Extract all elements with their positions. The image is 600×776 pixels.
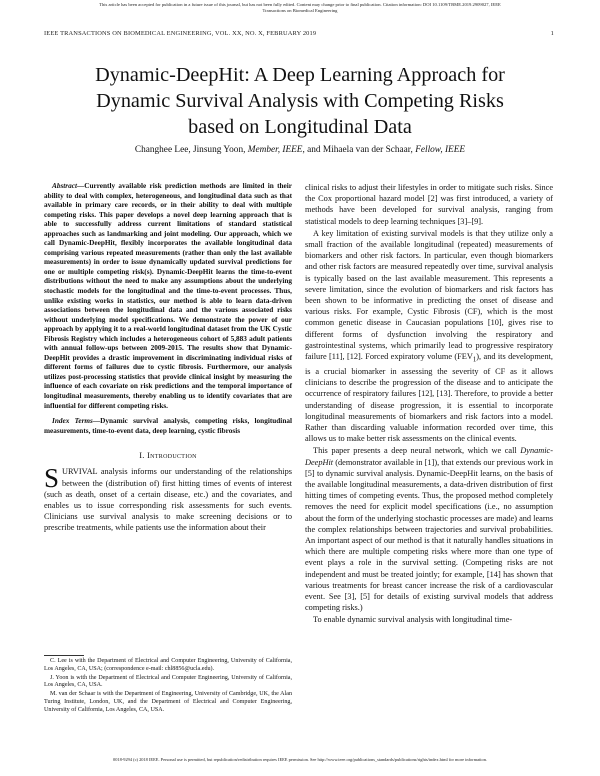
running-header [44,30,554,37]
right-column [305,182,553,626]
introduction-text: URVIVAL analysis informs our understanding of the relationships between the (distribution of) first hitting times of events of interest (such as death, onset of a certain disease, etc.) and the covariates, and enables us to issue corresponding risk assessments for such events. Clinicians use survival analysis to make screening decisions or to prescribe treatments, while patients use the information about their [44,467,292,533]
title-line-1: Dynamic-DeepHit: A Deep Learning Approach for [95,64,505,86]
method-name: Dynamic-DeepHit [305,446,553,467]
limitation-text-b: ), and its development, is a crucial biomarker in assessing the severity of CF as it allows clinicians to describe the progression of the disease and to anticipate the occurrence of respiratory failures [12], [13]. Therefore, to provide a better understanding of disease progression, it is essential to incorporate longitudinal measurements of biomarkers and risk factors into a model. Rather than discarding valuable information recorded over time, this allows us to make better risk assessments on the clinical events. [305,352,553,444]
section-heading-introduction [44,450,292,461]
page-number: 1 [550,30,554,37]
footnote-divider [44,655,84,656]
limitation-text-a: A key limitation of existing survival models is that they utilize only a small fraction of the available longitudinal (repeated) measurements of biomarkers and other risk factors. In particular, even though biomarkers and other risk factors are measured repeatedly over time, survival analysis is typically based on the last available measurement. This represents a severe limitation, since the evolution of biomarkers and risk factors has been shown to be informative in predicting the onset of disease and various risks. For example, Cystic Fibrosis (CF), which is the most common genetic disease in Caucasian populations [10], gives rise to different forms of dysfunction involving the respiratory and gastrointestinal systems, which primarily lead to progressive respiratory failure [11], [12]. Forced expiratory volume (FEV [305,228,553,362]
copyright-notice: 0018-9294 (c) 2018 IEEE. Personal use is permitted, but republication/redistribution requires IEEE permission. See http://www.ieee.org/publications_standards/publications/rights/index.html for more information. [113,757,487,762]
title-line-2: Dynamic Survival Analysis with Competing Risks [96,90,504,112]
paragraph-cox-history: clinical risks to adjust their lifestyles in order to mitigate such risks. Since the Cox proportional hazard model [2] was first introduced, a variety of methods have been developed for survival analysis, ranging from statistical models to deep learning techniques [3]–[9]. [305,183,553,226]
drop-cap: S [44,463,60,494]
footnote-lee: C. Lee is with the Department of Electrical and Computer Engineering, University of California, Los Angeles, CA, USA; (correspondence e-mail: chl8856@ucla.edu). [44,658,292,672]
paragraph-continuation: To enable dynamic survival analysis with longitudinal time- [313,615,513,625]
section-number: I. [139,451,148,461]
index-terms-heading: Index Terms [52,417,93,426]
author-footnotes [44,658,292,716]
notice-line-2: Transactions on Biomedical Engineering [262,8,338,14]
abstract-heading: Abstract [52,182,77,190]
author-role-member: Member, IEEE [247,145,303,155]
author-list [30,145,570,155]
footnote-yoon: J. Yoon is with the Department of Electrical and Computer Engineering, University of California, Los Angeles, CA, USA. [44,674,292,689]
paragraph-limitation [305,228,553,445]
index-terms [44,417,292,436]
contribution-text-b: (demonstrator available in [1]), that extends our previous work in [5] to dynamic survival analysis. Dynamic-DeepHit learns, on the basis of the available longitudinal measurements, a data-driven distribution of first hitting times of competing events. Thus, the proposed method completely removes the need for explicit model specifications (i.e., no assumption about the form of the underlying stochastic processes are made) and learns the complex relationships between trajectories and survival probabilities. An important aspect of our method is that it naturally handles situations in which there are multiple competing risks where more than one type of event plays a role in the survival setting. (Competing risks are not independent and must be treated jointly; for example, [14] has shown that various treatments for breast cancer increase the risk of a cardiovascular event. See [3], [5] for details of existing survival models that address competing risks.) [305,457,553,613]
paper-title [30,62,570,140]
journal-header: IEEE TRANSACTIONS ON BIOMEDICAL ENGINEERING, VOL. XX, NO. X, FEBRUARY 2019 [44,30,317,37]
paragraph-contribution [305,445,553,613]
prepublication-notice [0,2,600,15]
authors-names-1: Changhee Lee, Jinsung Yoon, [134,145,248,155]
authors-names-2: , and Mihaela van der Schaar, [302,145,416,155]
title-line-3: based on Longitudinal Data [188,116,412,138]
introduction-paragraph [44,463,292,533]
contribution-text-a: This paper presents a deep neural network, which we call [313,446,521,456]
section-title: Introduction [147,451,197,461]
fev-subscript: 1 [472,356,477,364]
index-terms-text: —Dynamic survival analysis, competing risks, longitudinal measurements, time-to-event data, deep learning, cystic fibrosis [44,417,292,435]
notice-line-1: This article has been accepted for publication in a future issue of this journal, but has not been fully edited. Content may change prior to final publication. Citation information: DOI 10.1109/TBME.2019.2909027, IEEE [99,2,501,7]
author-role-fellow: Fellow, IEEE [415,145,466,155]
left-column [44,182,292,534]
abstract-text: —Currently available risk prediction methods are limited in their ability to deal with complex, heterogeneous, and longitudinal data such as that available in primary care records, or in their ability to deal with multiple competing risks. This paper develops a novel deep learning approach that is able to successfully address current limitations of standard statistical approaches such as landmarking and joint modeling. Our approach, which we call Dynamic-DeepHit, flexibly incorporates the available longitudinal data comprising various repeated measurements (rather than only the last available measurements) in order to issue dynamically updated survival predictions for one or multiple competing risk(s). Dynamic-DeepHit learns the time-to-event distributions without the need to make any assumptions about the underlying stochastic models for the longitudinal and the time-to-event processes. Thus, unlike existing works in statistics, our method is able to learn data-driven associations between the longitudinal data and the various associated risks without underlying model specifications. We demonstrate the power of our approach by applying it to a real-world longitudinal dataset from the UK Cystic Fibrosis Registry which includes a heterogeneous cohort of 5,883 adult patients with annual follow-ups between 2009-2015. The results show that Dynamic-DeepHit provides a drastic improvement in discriminating individual risks of different forms of failures due to cystic fibrosis. Furthermore, our analysis utilizes post-processing statistics that provide clinical insight by measuring the influence of each covariate on risk predictions and the temporal importance of longitudinal measurements, thereby enabling us to identify covariates that are influential for different competing risks. [44,182,292,410]
abstract [44,182,292,411]
footnote-van-der-schaar: M. van der Schaar is with the Department of Engineering, University of Cambridge, UK, the Alan Turing Institute, London, UK, and the Department of Electrical and Computer Engineering, University of California, Los Angeles, CA, USA. [44,691,292,713]
